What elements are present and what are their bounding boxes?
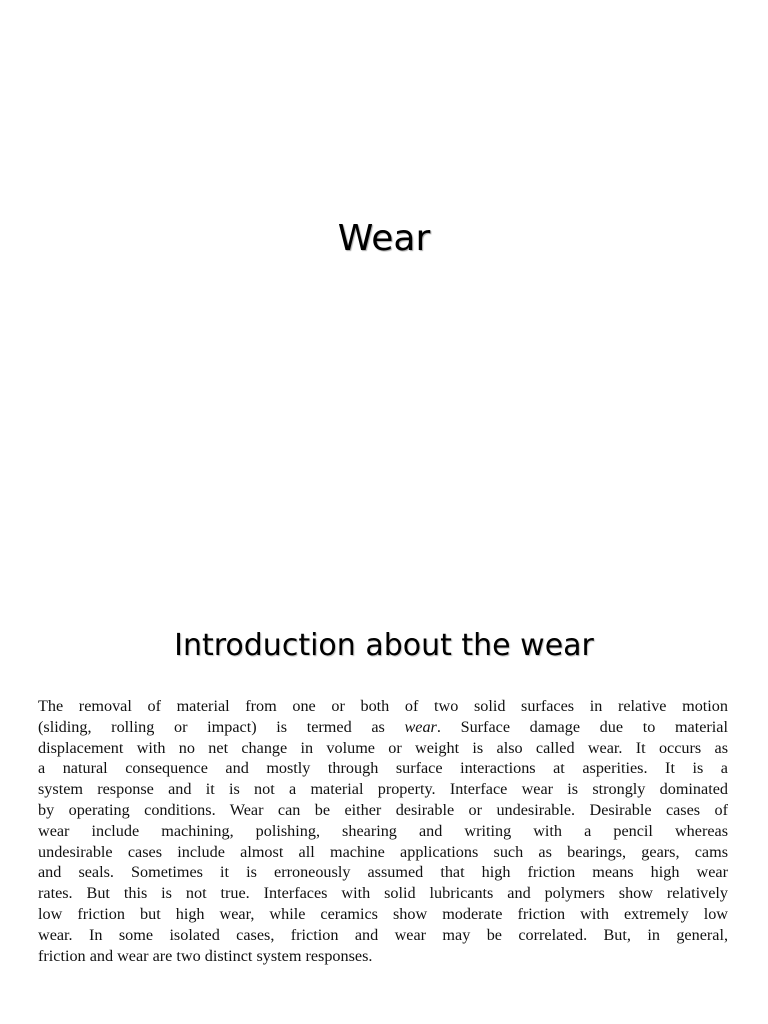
paragraph-line: and seals. Sometimes it is erroneously assumed that high friction means high wear [38, 863, 728, 882]
line-text: . Surface damage due to material [436, 717, 728, 736]
paragraph-line: system response and it is not a material property. Interface wear is strongly dominated [38, 780, 728, 799]
section-heading: Introduction about the wear [174, 628, 594, 663]
paragraph-line [38, 717, 728, 738]
paragraph-line: friction and wear are two distinct system responses. [38, 946, 373, 965]
paragraph-line: wear include machining, polishing, shearing and writing with a pencil whereas [38, 821, 728, 840]
paragraph-line: wear. In some isolated cases, friction and wear may be correlated. But, in general, [38, 925, 728, 944]
paragraph-line: a natural consequence and mostly through surface interactions at asperities. It is a [38, 759, 728, 778]
paragraph-line: low friction but high wear, while ceramics show moderate friction with extremely low [38, 904, 728, 923]
paragraph-line: displacement with no net change in volume or weight is also called wear. It occurs as [38, 738, 728, 757]
page-title: Wear [337, 218, 431, 259]
paragraph-line: undesirable cases include almost all machine applications such as bearings, gears, cams [38, 842, 728, 861]
intro-paragraph [38, 696, 728, 966]
paragraph-line: The removal of material from one or both of two solid surfaces in relative motion [38, 697, 728, 715]
line-text: (sliding, rolling or impact) is termed as [38, 717, 405, 736]
paragraph-line: rates. But this is not true. Interfaces with solid lubricants and polymers show relatively [38, 884, 728, 903]
term-wear: wear [404, 717, 437, 736]
paragraph-line: by operating conditions. Wear can be either desirable or undesirable. Desirable cases of [38, 800, 728, 819]
